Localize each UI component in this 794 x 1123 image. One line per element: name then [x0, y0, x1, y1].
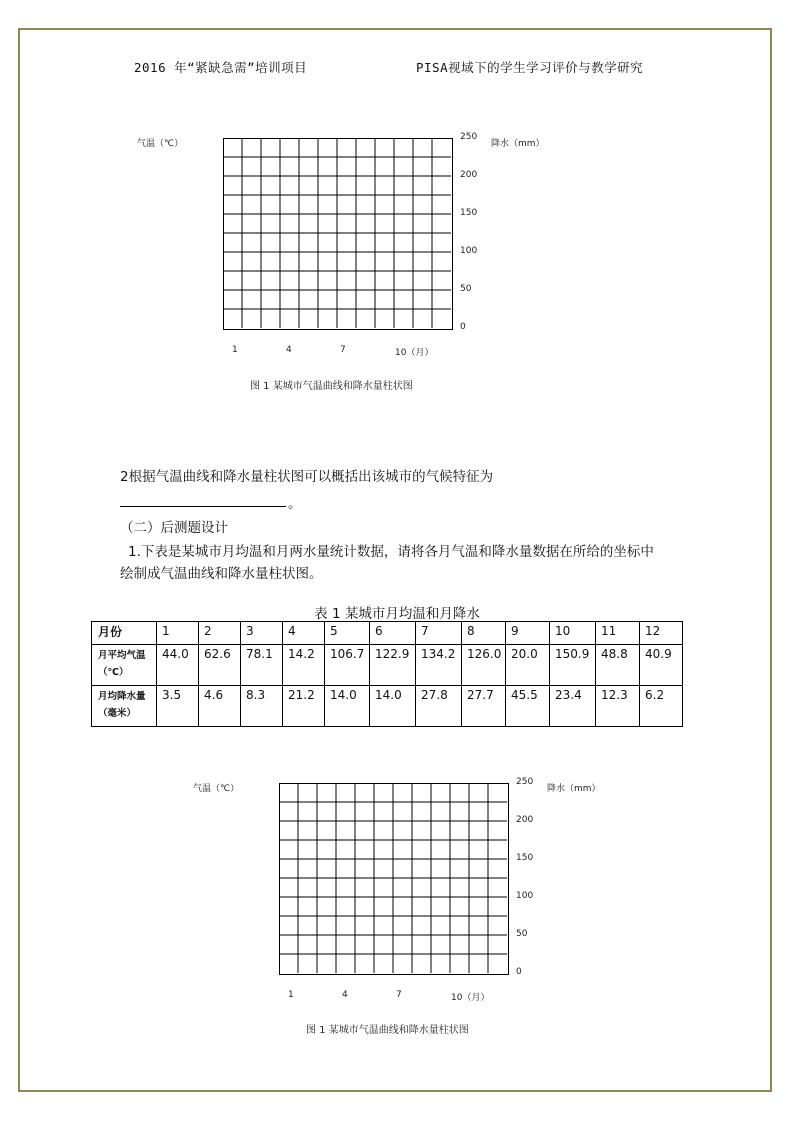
table-cell-precipitation: 6.2 — [640, 686, 683, 727]
table-cell-temperature: 62.6 — [199, 645, 241, 686]
table-cell-month: 6 — [370, 622, 416, 645]
y2-tick-label: 250 — [516, 777, 534, 787]
table-cell-precipitation: 4.6 — [199, 686, 241, 727]
table-cell-month: 11 — [596, 622, 640, 645]
table-row-precipitation — [92, 686, 683, 727]
table-cell-temperature: 40.9 — [640, 645, 683, 686]
chart-y2-axis-label: 降水（mm） — [491, 139, 545, 149]
chart-y2-axis-label: 降水（mm） — [547, 784, 601, 794]
row-label-main: 月均降水量 — [98, 691, 146, 702]
y2-tick-label: 200 — [460, 170, 478, 180]
x-tick-label: 4 — [286, 345, 292, 355]
y2-tick-label: 200 — [516, 815, 534, 825]
x-tick-label: 7 — [396, 990, 402, 1000]
question-1-line-1: 1.下表是某城市月均温和月两水量统计数据，请将各月气温和降水量数据在所给的坐标中 — [128, 544, 654, 560]
table-cell-temperature: 134.2 — [416, 645, 462, 686]
row-label-unit: （℃） — [98, 667, 129, 678]
x-tick-label: 1 — [232, 345, 238, 355]
table-cell-month: 5 — [325, 622, 370, 645]
table-cell-month: 7 — [416, 622, 462, 645]
table-cell-month: 9 — [506, 622, 550, 645]
table-cell-month: 12 — [640, 622, 683, 645]
x-tick-label: 4 — [342, 990, 348, 1000]
table-header-month: 月份 — [92, 622, 157, 645]
header-title: PISA视域下的学生学习评价与教学研究 — [416, 60, 644, 75]
y2-tick-label: 0 — [516, 967, 522, 977]
table-cell-temperature: 48.8 — [596, 645, 640, 686]
table-cell-precipitation: 8.3 — [241, 686, 283, 727]
y2-tick-label: 50 — [460, 284, 472, 294]
question-1-line-2: 绘制成气温曲线和降水量柱状图。 — [120, 566, 323, 582]
table-cell-temperature: 122.9 — [370, 645, 416, 686]
section-heading: （二）后测题设计 — [120, 520, 228, 536]
table-cell-temperature: 14.2 — [283, 645, 325, 686]
chart-y-axis-label: 气温（℃） — [137, 139, 184, 149]
table-cell-precipitation: 3.5 — [157, 686, 199, 727]
chart-caption: 图 1 某城市气温曲线和降水量柱状图 — [250, 381, 413, 392]
table-cell-month: 4 — [283, 622, 325, 645]
table-cell-precipitation: 45.5 — [506, 686, 550, 727]
answer-blank-period: 。 — [288, 496, 302, 512]
table-cell-precipitation: 27.7 — [462, 686, 506, 727]
table-cell-temperature: 126.0 — [462, 645, 506, 686]
y2-tick-label: 50 — [516, 929, 528, 939]
table-cell-month: 2 — [199, 622, 241, 645]
chart-gridlines — [223, 138, 451, 328]
chart-caption: 图 1 某城市气温曲线和降水量柱状图 — [306, 1025, 469, 1036]
table-cell-month: 3 — [241, 622, 283, 645]
table-cell-month: 10 — [550, 622, 596, 645]
y2-tick-label: 100 — [460, 246, 478, 256]
y2-tick-label: 150 — [516, 853, 534, 863]
question-2-text: 2根据气温曲线和降水量柱状图可以概括出该城市的气候特征为 — [120, 469, 494, 485]
row-label-main: 月平均气温 — [98, 650, 146, 661]
row-label-unit: （毫米） — [98, 708, 137, 719]
table-cell-temperature: 44.0 — [157, 645, 199, 686]
y2-tick-label: 100 — [516, 891, 534, 901]
table-cell-precipitation: 27.8 — [416, 686, 462, 727]
chart-gridlines — [279, 783, 507, 973]
table-cell-precipitation: 12.3 — [596, 686, 640, 727]
x-tick-label: 7 — [340, 345, 346, 355]
table-cell-month: 1 — [157, 622, 199, 645]
x-tick-label: 1 — [288, 990, 294, 1000]
y2-tick-label: 250 — [460, 132, 478, 142]
table-cell-precipitation: 21.2 — [283, 686, 325, 727]
table-cell-temperature: 78.1 — [241, 645, 283, 686]
table-header-precipitation — [92, 686, 157, 727]
table-cell-precipitation: 14.0 — [370, 686, 416, 727]
table-row-temperature — [92, 645, 683, 686]
chart-y-axis-label: 气温（℃） — [193, 784, 240, 794]
header-project: 2016 年“紧缺急需”培训项目 — [134, 60, 308, 75]
answer-blank-line[interactable] — [120, 506, 286, 507]
x-tick-label: 10（月） — [395, 348, 434, 358]
y2-tick-label: 0 — [460, 322, 466, 332]
table-caption: 表 1 某城市月均温和月降水 — [314, 606, 480, 622]
table-cell-precipitation: 14.0 — [325, 686, 370, 727]
table-cell-temperature: 106.7 — [325, 645, 370, 686]
data-table — [91, 621, 683, 727]
table-row-months — [92, 622, 683, 645]
table-cell-temperature: 20.0 — [506, 645, 550, 686]
table-cell-precipitation: 23.4 — [550, 686, 596, 727]
x-tick-label: 10（月） — [451, 993, 490, 1003]
y2-tick-label: 150 — [460, 208, 478, 218]
table-header-temperature — [92, 645, 157, 686]
table-cell-temperature: 150.9 — [550, 645, 596, 686]
table-cell-month: 8 — [462, 622, 506, 645]
